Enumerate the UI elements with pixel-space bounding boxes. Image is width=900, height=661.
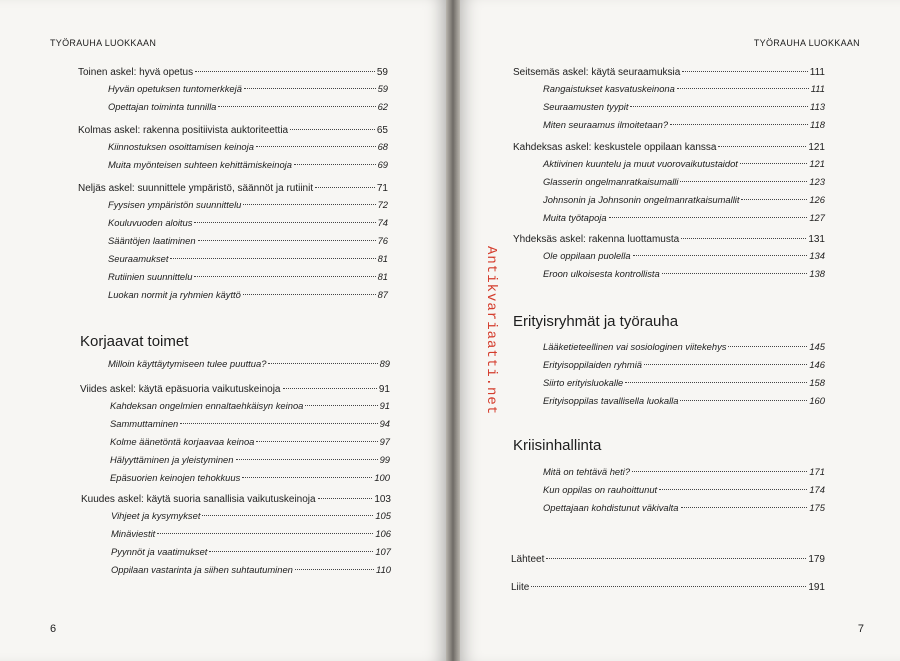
toc-subentry [513,176,825,194]
entry-page: 76 [377,235,388,246]
entry-title: Ole oppilaan puolella [543,250,631,261]
toc-subentry [513,194,825,212]
toc-subentry [80,454,390,472]
entry-title: Hälyyttäminen ja yleistyminen [110,454,234,465]
toc-step-9 [513,234,825,286]
toc-subentry [78,101,388,119]
toc-subentry [513,250,825,268]
section-heading-special: Erityisryhmät ja työrauha [513,313,679,330]
entry-page: 74 [377,217,388,228]
toc-subentry [513,83,825,101]
entry-page: 110 [376,564,391,575]
entry-title: Liite [511,582,530,593]
toc-step-6 [81,494,391,582]
toc-appendix [511,582,825,598]
page-number-left: 6 [50,623,57,635]
toc-subentry [78,83,388,101]
toc-subentry [513,377,825,395]
entry-title: Minäviestit [111,528,156,539]
entry-page: 99 [379,454,390,465]
entry-page: 68 [377,141,388,152]
entry-page: 171 [809,466,825,477]
entry-page: 69 [377,159,388,170]
entry-page: 87 [377,289,388,300]
toc-subentry [513,268,825,286]
entry-page: 174 [809,484,825,495]
toc-subentry [513,502,825,520]
running-head-left: TYÖRAUHA LUOKKAAN [50,38,157,48]
entry-title: Hyvän opetuksen tuntomerkkejä [108,83,242,94]
entry-title: Kolmas askel: rakenna positiivista auktoriteettia [78,125,289,136]
toc-subentry [78,253,388,271]
entry-page: 134 [809,250,825,261]
toc-subentry [80,436,390,454]
entry-title: Milloin käyttäytymiseen tulee puuttua? [108,358,267,369]
entry-page: 103 [374,494,391,505]
entry-title: Vihjeet ja kysymykset [111,510,201,521]
entry-title: Pyynnöt ja vaatimukset [111,546,208,557]
toc-subentry [78,271,388,289]
entry-page: 81 [377,271,388,282]
toc-subentry [81,528,391,546]
entry-title: Eroon ulkoisesta kontrollista [543,268,660,279]
entry-page: 94 [379,418,390,429]
toc-step-7 [513,67,825,137]
left-page [0,0,446,661]
entry-page: 100 [374,472,390,483]
entry-title: Muita työtapoja [543,212,607,223]
entry-title: Sammuttaminen [110,418,179,429]
toc-subentry [513,395,825,413]
entry-title: Seitsemäs askel: käytä seuraamuksia [513,67,681,78]
toc-subentry [78,289,388,307]
toc-subentry [513,466,825,484]
toc-subentry [78,199,388,217]
entry-page: 160 [809,395,825,406]
toc-subentry [78,217,388,235]
entry-page: 97 [379,436,390,447]
entry-page: 89 [379,358,390,369]
entry-page: 107 [375,546,391,557]
toc-entry [78,183,388,199]
entry-title: Viides askel: käytä epäsuoria vaikutuskeinoja [80,384,281,395]
right-page [460,0,900,661]
entry-title: Kahdeksas askel: keskustele oppilaan kanssa [513,142,717,153]
entry-title: Opettajaan kohdistunut väkivalta [543,502,679,513]
entry-title: Neljäs askel: suunnittele ympäristö, säännöt ja rutiinit [78,183,314,194]
entry-title: Kuudes askel: käytä suoria sanallisia vaikutuskeinoja [81,494,316,505]
entry-page: 111 [809,67,825,78]
entry-title: Kun oppilas on rauhoittunut [543,484,658,495]
entry-page: 62 [377,101,388,112]
toc-subentry [81,510,391,528]
entry-page: 59 [377,83,388,94]
entry-page: 175 [809,502,825,513]
entry-title: Erityisoppilas tavallisella luokalla [543,395,679,406]
toc-subentry [513,119,825,137]
toc-entry [81,494,391,510]
entry-page: 131 [808,234,825,245]
toc-entry [513,142,825,158]
entry-title: Kahdeksan ongelmien ennaltaehkäisyn keinoa [110,400,304,411]
toc-crisis [513,466,825,520]
entry-page: 121 [809,158,825,169]
toc-subentry [513,158,825,176]
toc-entry [513,234,825,250]
toc-entry [80,384,390,400]
entry-page: 113 [810,101,825,112]
entry-page: 81 [377,253,388,264]
entry-page: 127 [809,212,825,223]
entry-page: 145 [809,341,825,352]
toc-subentry [80,400,390,418]
entry-title: Johnsonin ja Johnsonin ongelmanratkaisumallit [543,194,740,205]
toc-subentry [513,101,825,119]
entry-page: 71 [376,183,388,194]
entry-title: Kouluvuoden aloitus [108,217,193,228]
entry-title: Seuraamukset [108,253,169,264]
entry-page: 111 [810,83,825,94]
entry-page: 59 [376,67,388,78]
entry-page: 118 [810,119,825,130]
toc-subentry [81,546,391,564]
toc-special [513,341,825,413]
entry-title: Rutiinien suunnittelu [108,271,193,282]
toc-step-5 [80,384,390,490]
entry-title: Aktiivinen kuuntelu ja muut vuorovaikutustaidot [543,158,738,169]
entry-title: Kolme äänetöntä korjaavaa keinoa [110,436,255,447]
entry-title: Yhdeksäs askel: rakenna luottamusta [513,234,680,245]
entry-title: Mitä on tehtävä heti? [543,466,631,477]
toc-subentry [78,358,390,376]
entry-title: Luokan normit ja ryhmien käyttö [108,289,241,300]
book-gutter [446,0,460,661]
entry-page: 72 [377,199,388,210]
toc-subentry [80,472,390,490]
toc-step-4 [78,183,388,307]
entry-page: 91 [379,400,390,411]
entry-title: Miten seuraamus ilmoitetaan? [543,119,669,130]
entry-title: Erityisoppilaiden ryhmiä [543,359,643,370]
toc-entry [78,67,388,83]
entry-page: 91 [378,384,390,395]
entry-title: Lähteet [511,554,545,565]
entry-page: 126 [809,194,825,205]
section-heading-corrective: Korjaavat toimet [80,333,189,350]
toc-sources [511,554,825,570]
toc-subentry [78,141,388,159]
entry-title: Muita myönteisen suhteen kehittämiskeinoja [108,159,292,170]
entry-title: Epäsuorien keinojen tehokkuus [110,472,241,483]
toc-subentry [513,341,825,359]
toc-entry [511,554,825,570]
toc-subentry [513,359,825,377]
toc-entry [513,67,825,83]
entry-title: Lääketieteellinen vai sosiologinen viitekehys [543,341,727,352]
entry-page: 121 [808,142,825,153]
entry-page: 179 [808,554,825,565]
entry-page: 158 [809,377,825,388]
toc-subentry [80,418,390,436]
toc-subentry [78,235,388,253]
entry-title: Sääntöjen laatiminen [108,235,196,246]
toc-subentry [81,564,391,582]
entry-title: Toinen askel: hyvä opetus [78,67,194,78]
toc-subentry [513,212,825,230]
entry-page: 138 [809,268,825,279]
entry-page: 106 [375,528,391,539]
toc-corrective [78,358,390,376]
watermark-text: Antikvariaatti.net [483,246,499,416]
entry-page: 105 [375,510,391,521]
entry-title: Kiinnostuksen osoittamisen keinoja [108,141,254,152]
entry-title: Fyysisen ympäristön suunnittelu [108,199,242,210]
entry-title: Oppilaan vastarinta ja siihen suhtautuminen [111,564,293,575]
entry-page: 146 [809,359,825,370]
entry-title: Rangaistukset kasvatuskeinona [543,83,675,94]
toc-step-8 [513,142,825,230]
entry-page: 123 [809,176,825,187]
toc-entry [511,582,825,598]
section-heading-crisis: Kriisinhallinta [513,437,602,454]
toc-subentry [513,484,825,502]
entry-page: 191 [808,582,825,593]
entry-title: Seuraamusten tyypit [543,101,629,112]
toc-entry [78,125,388,141]
toc-step-3 [78,125,388,177]
toc-subentry [78,159,388,177]
entry-page: 65 [376,125,388,136]
page-number-right: 7 [857,623,864,635]
entry-title: Glasserin ongelmanratkaisumalli [543,176,679,187]
running-head-right: TYÖRAUHA LUOKKAAN [753,38,860,48]
entry-title: Siirto erityisluokalle [543,377,624,388]
toc-step-2 [78,67,388,119]
entry-title: Opettajan toiminta tunnilla [108,101,217,112]
